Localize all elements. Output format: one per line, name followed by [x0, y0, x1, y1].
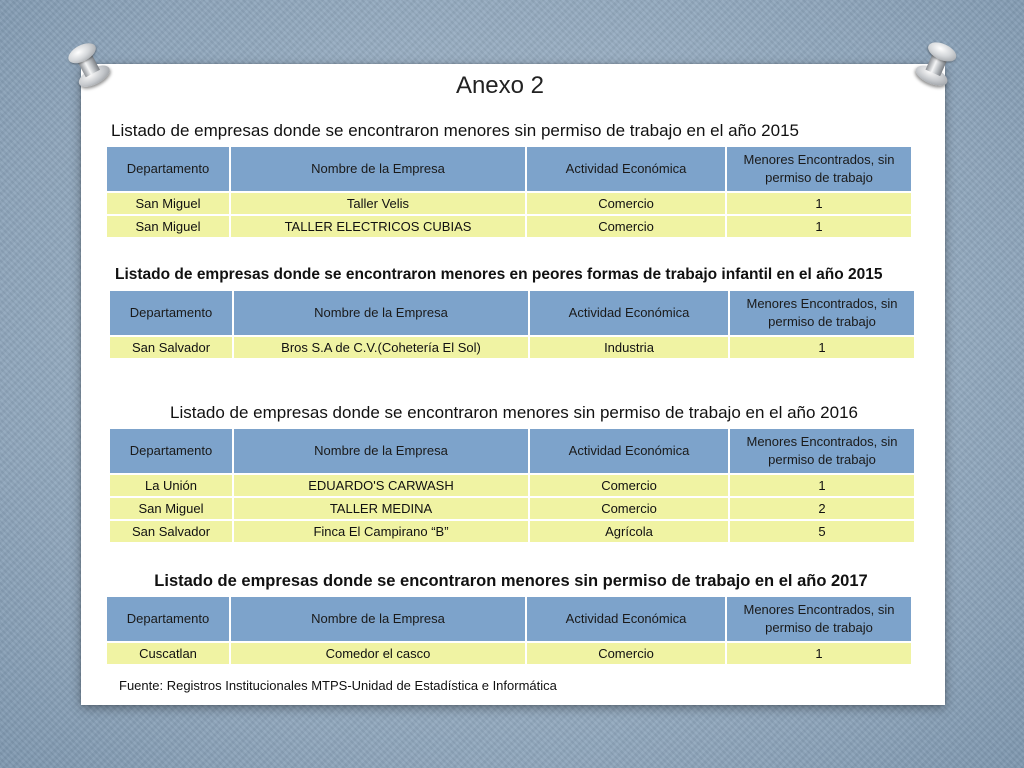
cell-menores: 5 — [730, 521, 914, 542]
cell-menores: 1 — [727, 193, 911, 214]
cell-empresa: Bros S.A de C.V.(Cohetería El Sol) — [234, 337, 528, 358]
header-menores: Menores Encontrados, sin permiso de trabajo — [727, 147, 911, 191]
header-row — [107, 597, 911, 641]
cell-empresa: EDUARDO'S CARWASH — [234, 475, 528, 496]
header-menores: Menores Encontrados, sin permiso de trabajo — [727, 597, 911, 641]
source-footnote: Fuente: Registros Institucionales MTPS-Unidad de Estadística e Informática — [119, 678, 557, 693]
cell-departamento: Cuscatlan — [107, 643, 229, 664]
table-caption: Listado de empresas donde se encontraron menores en peores formas de trabajo infantil en el año 2015 — [110, 261, 918, 289]
cell-departamento: San Salvador — [110, 521, 232, 542]
header-row — [110, 429, 914, 473]
cell-empresa: Taller Velis — [231, 193, 525, 214]
header-menores: Menores Encontrados, sin permiso de trabajo — [730, 429, 914, 473]
cell-actividad: Comercio — [530, 498, 728, 519]
header-departamento: Departamento — [107, 147, 229, 191]
cell-actividad: Comercio — [527, 193, 725, 214]
table-row — [107, 643, 911, 664]
data-table — [108, 427, 916, 544]
data-table — [105, 145, 913, 239]
header-empresa: Nombre de la Empresa — [234, 429, 528, 473]
cell-empresa: Finca El Campirano “B” — [234, 521, 528, 542]
header-departamento: Departamento — [110, 291, 232, 335]
page-title: Anexo 2 — [455, 72, 545, 99]
table-block-2016-permit — [110, 399, 918, 544]
cell-actividad: Comercio — [530, 475, 728, 496]
cell-actividad: Industria — [530, 337, 728, 358]
data-table — [108, 289, 916, 360]
header-empresa: Nombre de la Empresa — [231, 147, 525, 191]
table-caption: Listado de empresas donde se encontraron menores sin permiso de trabajo en el año 2015 — [107, 117, 915, 145]
cell-empresa: TALLER MEDINA — [234, 498, 528, 519]
cell-menores: 1 — [727, 643, 911, 664]
header-row — [110, 291, 914, 335]
cell-actividad: Agrícola — [530, 521, 728, 542]
header-departamento: Departamento — [110, 429, 232, 473]
cell-empresa: Comedor el casco — [231, 643, 525, 664]
cell-departamento: San Miguel — [110, 498, 232, 519]
header-actividad: Actividad Económica — [530, 429, 728, 473]
table-block-2015-worst-forms — [110, 261, 918, 360]
cell-menores: 1 — [730, 337, 914, 358]
table-row — [110, 498, 914, 519]
cell-departamento: San Salvador — [110, 337, 232, 358]
table-row — [107, 216, 911, 237]
cell-menores: 1 — [727, 216, 911, 237]
header-actividad: Actividad Económica — [530, 291, 728, 335]
table-block-2017-permit — [107, 567, 915, 666]
cell-actividad: Comercio — [527, 216, 725, 237]
table-caption: Listado de empresas donde se encontraron menores sin permiso de trabajo en el año 2017 — [107, 567, 915, 595]
table-row — [107, 193, 911, 214]
header-actividad: Actividad Económica — [527, 597, 725, 641]
table-row — [110, 475, 914, 496]
cell-actividad: Comercio — [527, 643, 725, 664]
table-block-2015-permit — [107, 117, 915, 239]
header-empresa: Nombre de la Empresa — [234, 291, 528, 335]
header-actividad: Actividad Económica — [527, 147, 725, 191]
header-departamento: Departamento — [107, 597, 229, 641]
cell-menores: 1 — [730, 475, 914, 496]
cell-departamento: San Miguel — [107, 216, 229, 237]
header-menores: Menores Encontrados, sin permiso de trabajo — [730, 291, 914, 335]
header-empresa: Nombre de la Empresa — [231, 597, 525, 641]
cell-departamento: La Unión — [110, 475, 232, 496]
cell-empresa: TALLER ELECTRICOS CUBIAS — [231, 216, 525, 237]
table-row — [110, 521, 914, 542]
header-row — [107, 147, 911, 191]
cell-menores: 2 — [730, 498, 914, 519]
cell-departamento: San Miguel — [107, 193, 229, 214]
table-caption: Listado de empresas donde se encontraron menores sin permiso de trabajo en el año 2016 — [110, 399, 918, 427]
data-table — [105, 595, 913, 666]
table-row — [110, 337, 914, 358]
